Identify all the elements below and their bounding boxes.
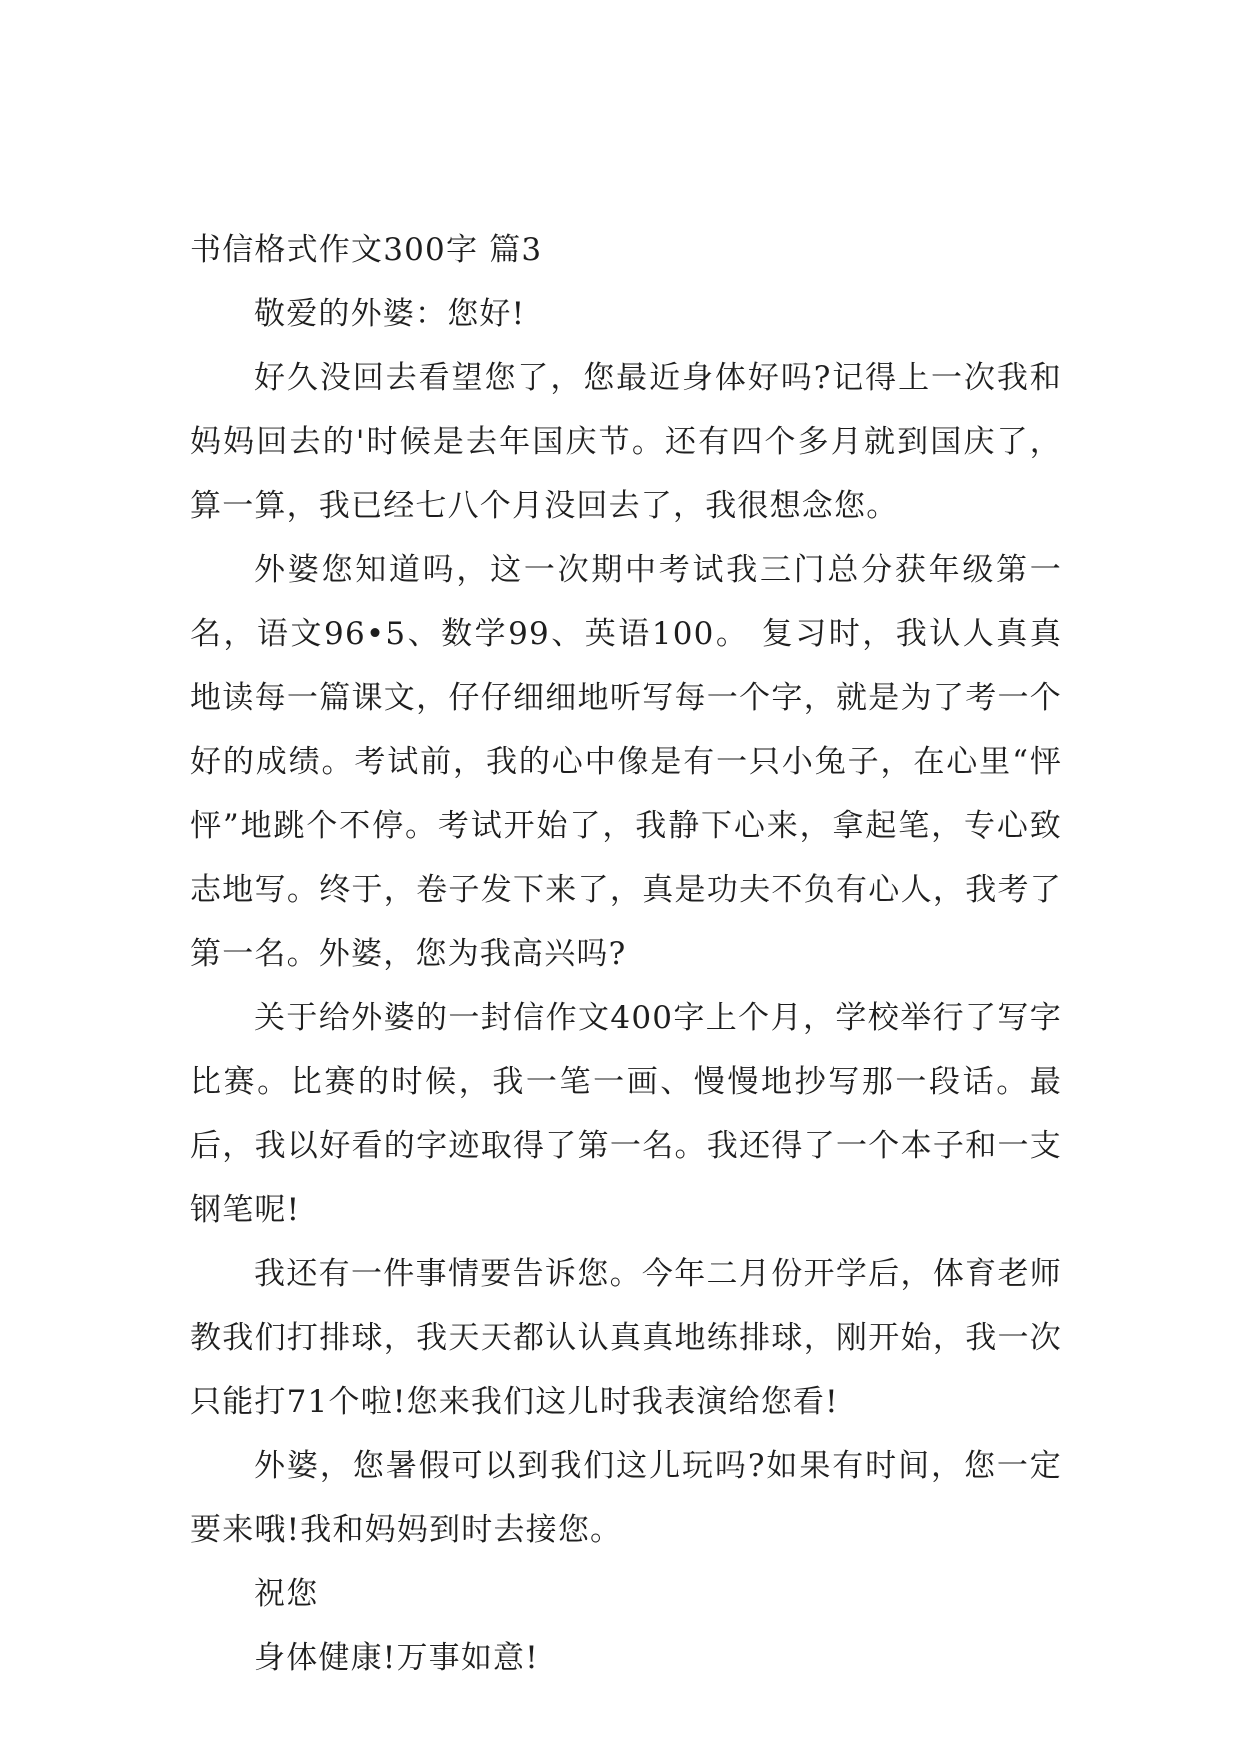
document-title: 书信格式作文300字 篇3 bbox=[190, 232, 543, 268]
paragraph-3: 关于给外婆的一封信作文400字上个月，学校举行了写字比赛。比赛的时候，我一笔一画、慢慢地抄写那一段话。最后，我以好看的字迹取得了第一名。我还得了一个本子和一支钢笔呢! bbox=[190, 1000, 1062, 1228]
greeting-line: 敬爱的外婆：您好! bbox=[254, 296, 526, 332]
paragraph-2: 外婆您知道吗，这一次期中考试我三门总分获年级第一名，语文96•5、数学99、英语100。 复习时，我认人真真地读每一篇课文，仔仔细细地听写每一个字，就是为了考一个好的成绩。考试前，我的心中像是有一只小兔子，在心里“怦怦”地跳个不停。考试开始了，我静下心来，拿起笔，专心致志地写。终于，卷子发下来了，真是功夫不负有心人，我考了第一名。外婆，您为我高兴吗? bbox=[190, 552, 1062, 972]
letter-body bbox=[190, 218, 1062, 1690]
paragraph-1: 好久没回去看望您了，您最近身体好吗?记得上一次我和妈妈回去的'时候是去年国庆节。还有四个多月就到国庆了，算一算，我已经七八个月没回去了，我很想念您。 bbox=[190, 360, 1062, 524]
closing-wish: 祝您 bbox=[254, 1576, 319, 1612]
paragraph-5: 外婆，您暑假可以到我们这儿玩吗?如果有时间，您一定要来哦!我和妈妈到时去接您。 bbox=[190, 1448, 1062, 1548]
paragraph-4: 我还有一件事情要告诉您。今年二月份开学后，体育老师教我们打排球，我天天都认认真真地练排球，刚开始，我一次只能打71个啦!您来我们这儿时我表演给您看! bbox=[190, 1256, 1062, 1420]
closing-blessing: 身体健康!万事如意! bbox=[254, 1640, 539, 1676]
